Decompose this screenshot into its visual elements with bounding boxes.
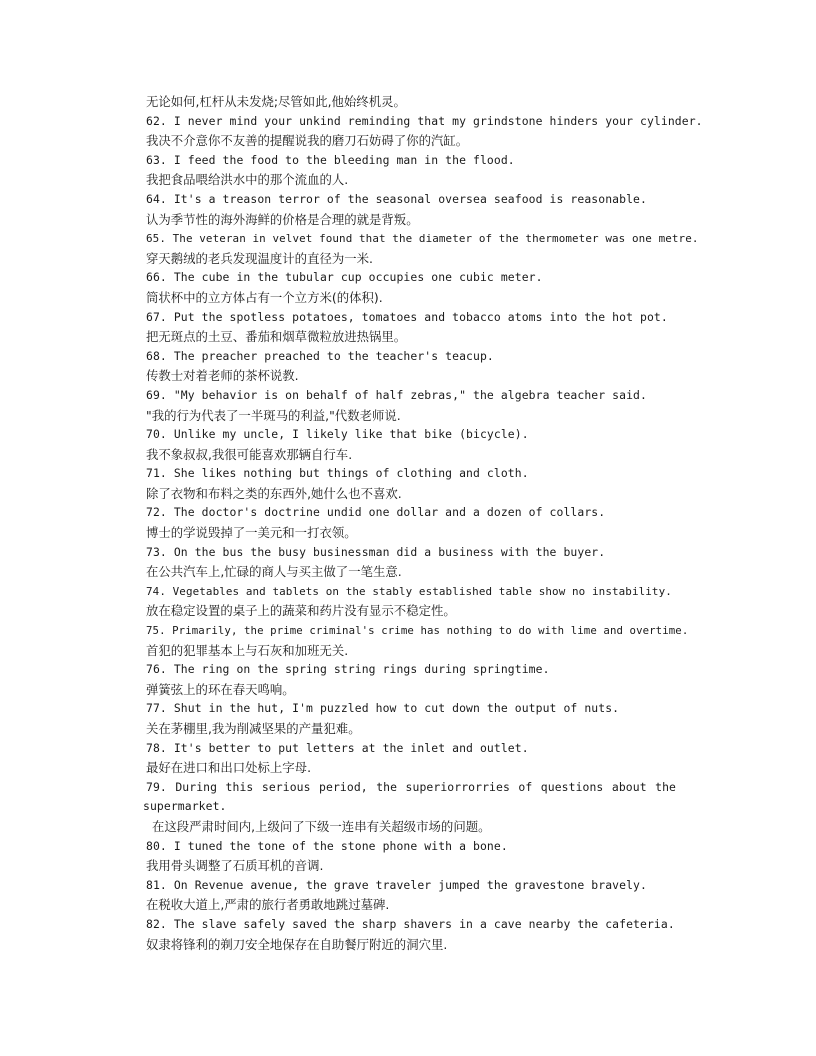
sentence-74: 74. Vegetables and tablets on the stably established table show no instability. <box>146 584 672 598</box>
sentence-67: 67. Put the spotless potatoes, tomatoes and tobacco atoms into the hot pot. <box>146 309 668 324</box>
sentence-80: 80. I tuned the tone of the stone phone with a bone. <box>146 838 508 853</box>
sentence-65: 65. The veteran in velvet found that the diameter of the thermometer was one metre. <box>146 232 699 246</box>
translation-62: 我决不介意你不友善的提醒说我的磨刀石妨碍了你的汽缸。 <box>146 133 469 149</box>
translation-67: 把无斑点的土豆、番茄和烟草微粒放进热锅里。 <box>146 329 407 345</box>
translation-82: 奴隶将锋利的剃刀安全地保存在自助餐厅附近的洞穴里. <box>146 936 448 952</box>
translation-79: 在这段严肃时间内,上级问了下级一连串有关超级市场的问题。 <box>152 818 491 834</box>
translation-72: 博士的学说毁掉了一美元和一打衣领。 <box>146 525 357 541</box>
translation-77: 关在茅棚里,我为削减坚果的产量犯难。 <box>146 721 361 736</box>
sentence-63: 63. I feed the food to the bleeding man in the flood. <box>146 152 515 167</box>
sentence-64: 64. It's a treason terror of the seasonal oversea seafood is reasonable. <box>146 191 647 206</box>
translation-73: 在公共汽车上,忙碌的商人与买主做了一笔生意. <box>146 564 402 580</box>
sentence-68: 68. The preacher preached to the teacher's teacup. <box>146 348 494 363</box>
translation-70: 我不象叔叔,我很可能喜欢那辆自行车. <box>146 446 353 462</box>
sentence-70: 70. Unlike my uncle, I likely like that bike (bicycle). <box>146 427 529 442</box>
translation-78: 最好在进口和出口处标上字母. <box>146 760 312 776</box>
sentence-76: 76. The ring on the spring string rings during springtime. <box>146 662 550 677</box>
translation-64: 认为季节性的海外海鲜的价格是合理的就是背叛。 <box>146 211 419 227</box>
translation-81: 在税收大道上,严肃的旅行者勇敢地跳过墓碑. <box>146 897 390 913</box>
translation-74: 放在稳定设置的桌子上的蔬菜和药片没有显示不稳定性。 <box>146 603 456 619</box>
sentence-66: 66. The cube in the tubular cup occupies one cubic meter. <box>146 270 543 285</box>
translation-66: 筒状杯中的立方体占有一个立方米(的体积). <box>146 289 383 305</box>
document-page <box>143 92 703 954</box>
translation-69: "我的行为代表了一半斑马的利益,"代数老师说. <box>146 407 401 423</box>
sentence-78: 78. It's better to put letters at the inlet and outlet. <box>146 740 529 755</box>
translation-75: 首犯的犯罪基本上与石灰和加班无关. <box>146 642 349 658</box>
sentence-79-continued: supermarket. <box>143 799 227 814</box>
sentence-62: 62. I never mind your unkind reminding that my grindstone hinders your cylinder. <box>146 113 703 128</box>
sentence-69: 69. "My behavior is on behalf of half zebras," the algebra teacher said. <box>146 387 647 402</box>
sentence-72: 72. The doctor's doctrine undid one dollar and a dozen of collars. <box>146 505 606 520</box>
translation-80: 我用骨头调整了石质耳机的音调. <box>146 858 324 874</box>
translation-68: 传教士对着老师的茶杯说教. <box>146 368 299 384</box>
translation-76: 弹簧弦上的环在春天鸣响。 <box>146 681 295 697</box>
sentence-82: 82. The slave safely saved the sharp shavers in a cave nearby the cafeteria. <box>146 916 675 931</box>
translation-71: 除了衣物和布料之类的东西外,她什么也不喜欢. <box>146 485 402 501</box>
translation-line: 无论如何,杠杆从未发烧;尽管如此,他始终机灵。 <box>146 94 406 109</box>
sentence-79: 79. During this serious period, the superiorrorries of questions about the <box>146 779 676 794</box>
sentence-73: 73. On the bus the busy businessman did a business with the buyer. <box>146 544 606 559</box>
translation-65: 穿天鹅绒的老兵发现温度计的直径为一米. <box>146 250 373 266</box>
sentence-75: 75. Primarily, the prime criminal's crime has nothing to do with lime and overtime. <box>146 624 689 638</box>
sentence-71: 71. She likes nothing but things of clothing and cloth. <box>146 466 529 481</box>
translation-63: 我把食品喂给洪水中的那个流血的人. <box>146 172 349 188</box>
sentence-81: 81. On Revenue avenue, the grave traveler jumped the gravestone bravely. <box>146 877 647 892</box>
sentence-77: 77. Shut in the hut, I'm puzzled how to cut down the output of nuts. <box>146 701 620 716</box>
